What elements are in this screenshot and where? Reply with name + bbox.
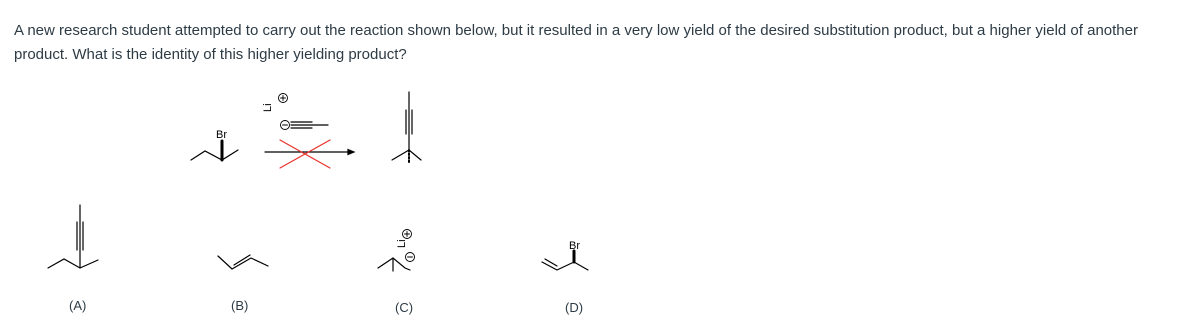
option-c-label: (C) (395, 300, 414, 315)
option-a-structure (48, 205, 98, 268)
reactant-br-label: Br (216, 129, 227, 141)
option-d-label: (D) (565, 300, 584, 315)
question-text: A new research student attempted to carry out the reaction shown below, but it resulted in a very low yield of the desired substitution product, but a higher yield of another product. What is the identity of this higher yielding product? (14, 22, 1138, 63)
option-a-label: (A) (69, 298, 87, 313)
reagent-lithium-propynide (262, 94, 328, 130)
desired-product (392, 92, 421, 163)
reagent-li-label: Li (262, 103, 274, 112)
option-b-label: (B) (231, 298, 249, 313)
reactant-2-bromobutane (191, 129, 238, 160)
option-c-structure (378, 230, 415, 272)
reaction-arrow (265, 140, 354, 168)
option-c-li-label: Li (396, 239, 408, 248)
option-d-structure (542, 240, 588, 270)
option-b-structure (218, 255, 268, 269)
option-d-br-label: Br (569, 240, 580, 252)
